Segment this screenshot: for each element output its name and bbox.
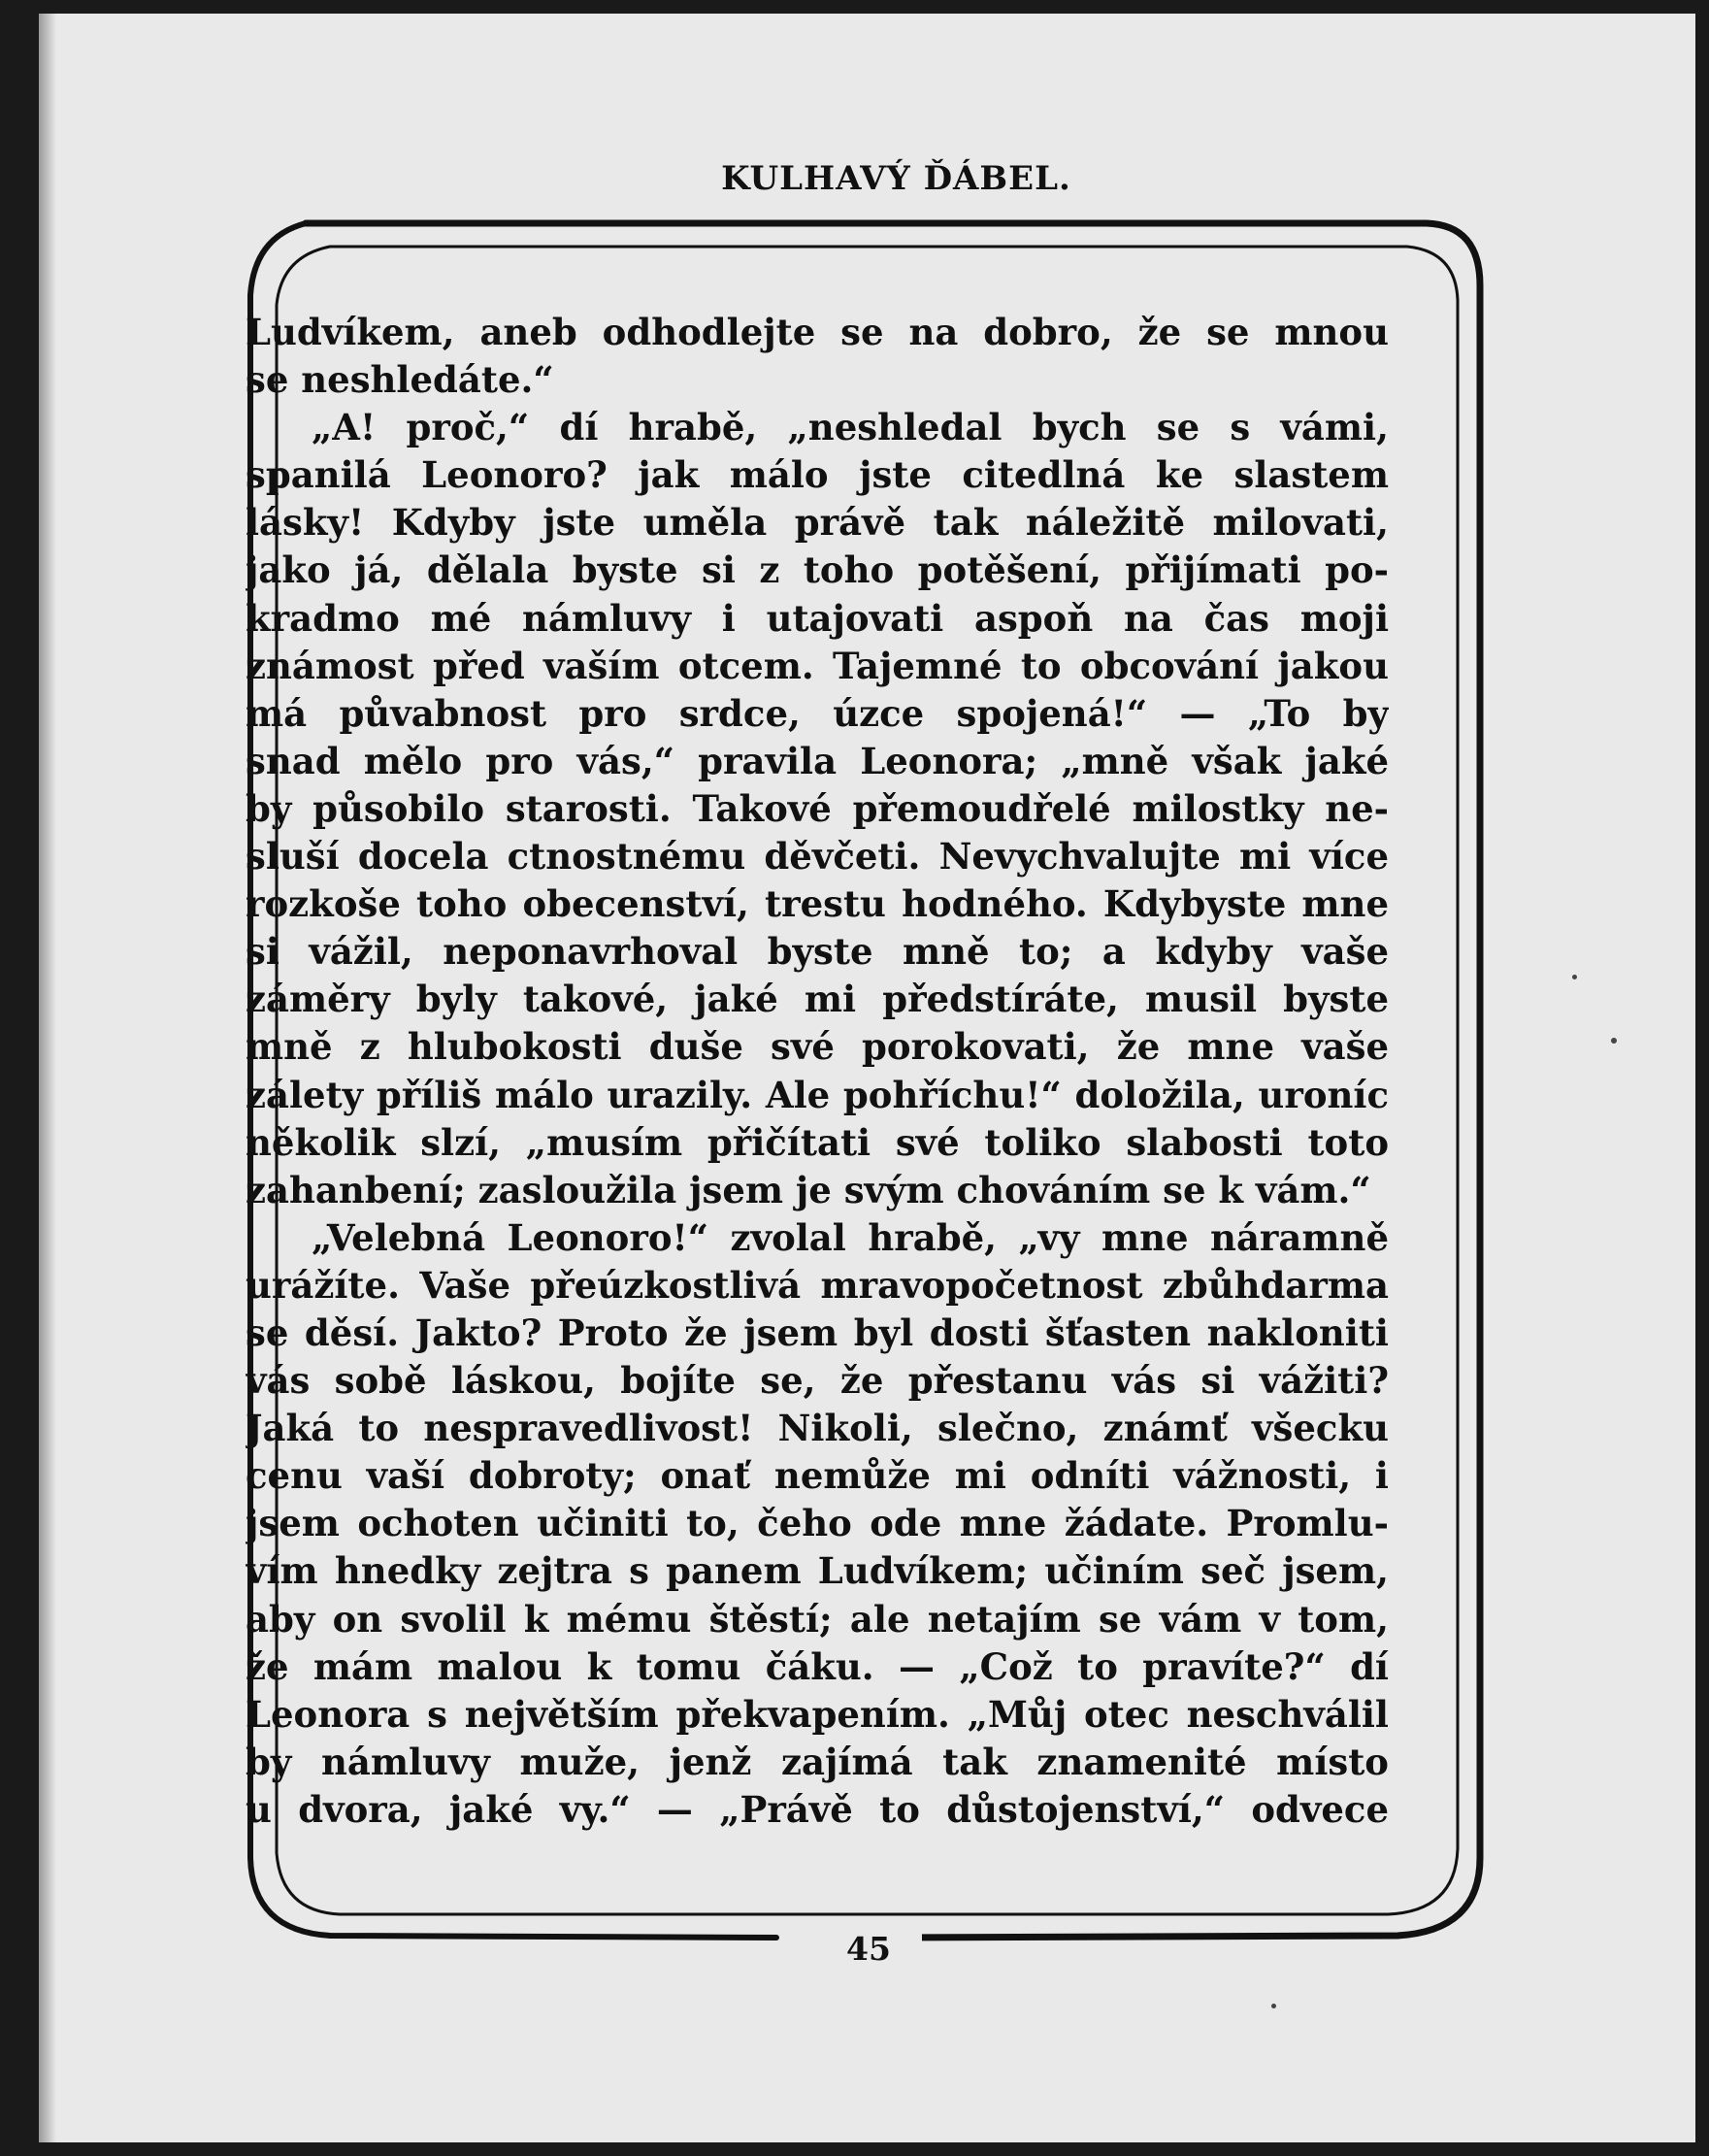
text-line: lásky! Kdyby jste uměla právě tak náležitě milovati,: [246, 501, 1389, 545]
text-line: sluší docela ctnostnému děvčeti. Nevychvalujte mi více: [246, 835, 1389, 879]
text-line: si vážil, neponavrhoval byste mně to; a kdyby vaše: [246, 930, 1389, 974]
page-number: 45: [815, 1930, 922, 1968]
text-line: „A! proč,“ dí hrabě, „neshledal bych se s vámi,: [312, 406, 1389, 449]
text-line: by námluvy muže, jenž zajímá tak znamenité místo: [246, 1740, 1389, 1783]
text-line: několik slzí, „musím přičítati své toliko slabosti toto: [246, 1120, 1389, 1164]
text-line: urážíte. Vaše přeúzkostlivá mravopočetnost zbůhdarma: [246, 1263, 1389, 1307]
text-line: mně z hlubokosti duše své porokovati, že mne vaše: [246, 1025, 1389, 1069]
ink-speck: [1611, 1038, 1617, 1044]
ink-speck: [1271, 2004, 1276, 2008]
text-line: by působilo starosti. Takové přemoudřelé milostky ne-: [246, 786, 1389, 830]
text-line: že mám malou k tomu čáku. — „Což to pravíte?“ dí: [246, 1644, 1389, 1688]
text-line: se děsí. Jakto? Proto že jsem byl dosti šťasten nakloniti: [246, 1310, 1389, 1354]
text-line: spanilá Leonoro? jak málo jste citedlná ke slastem: [246, 453, 1389, 497]
text-line: má půvabnost pro srdce, úzce spojená!“ — „To by: [246, 691, 1389, 735]
ink-speck: [1572, 975, 1577, 979]
text-line: známost před vaším otcem. Tajemné to obcování jakou: [246, 644, 1389, 687]
text-line: vím hnedky zejtra s panem Ludvíkem; učiním seč jsem,: [246, 1549, 1389, 1593]
text-line: u dvora, jaké vy.“ — „Právě to důstojenství,“ odvece: [246, 1787, 1389, 1831]
text-line: vás sobě láskou, bojíte se, že přestanu vás si vážiti?: [246, 1359, 1389, 1403]
text-line: zahanbení; zasloužila jsem je svým chováním se k vám.“: [246, 1168, 1371, 1211]
text-line: se neshledáte.“: [246, 358, 554, 402]
text-line: kradmo mé námluvy i utajovati aspoň na čas moji: [246, 596, 1389, 640]
text-line: snad mělo pro vás,“ pravila Leonora; „mně však jaké: [246, 739, 1389, 782]
text-line: jsem ochoten učiniti to, čeho ode mne žádate. Promlu-: [246, 1502, 1389, 1545]
text-line: „Velebná Leonoro!“ zvolal hrabě, „vy mne náramně: [312, 1215, 1389, 1259]
text-line: zálety příliš málo urazily. Ale pohříchu!“ doložila, uroníc: [246, 1073, 1389, 1116]
text-line: Ludvíkem, aneb odhodlejte se na dobro, že se mnou: [246, 311, 1389, 353]
text-line: cenu vaší dobroty; onať nemůže mi odníti vážnosti, i: [246, 1454, 1389, 1498]
text-line: rozkoše toho obecenství, trestu hodného. Kdybyste mne: [246, 882, 1389, 926]
text-line: jako já, dělala byste si z toho potěšení, přijímati po-: [246, 548, 1389, 592]
running-title: KULHAVÝ ĎÁBEL.: [721, 159, 1071, 198]
body-text: [246, 309, 1389, 1834]
text-line: aby on svolil k mému štěstí; ale netajím se vám v tom,: [246, 1597, 1389, 1641]
text-line: záměry byly takové, jaké mi předstíráte, musil byste: [246, 978, 1389, 1021]
text-line: Jaká to nespravedlivost! Nikoli, slečno, známť všecku: [246, 1407, 1389, 1450]
text-line: Leonora s největším překvapením. „Můj otec neschválil: [246, 1692, 1389, 1736]
